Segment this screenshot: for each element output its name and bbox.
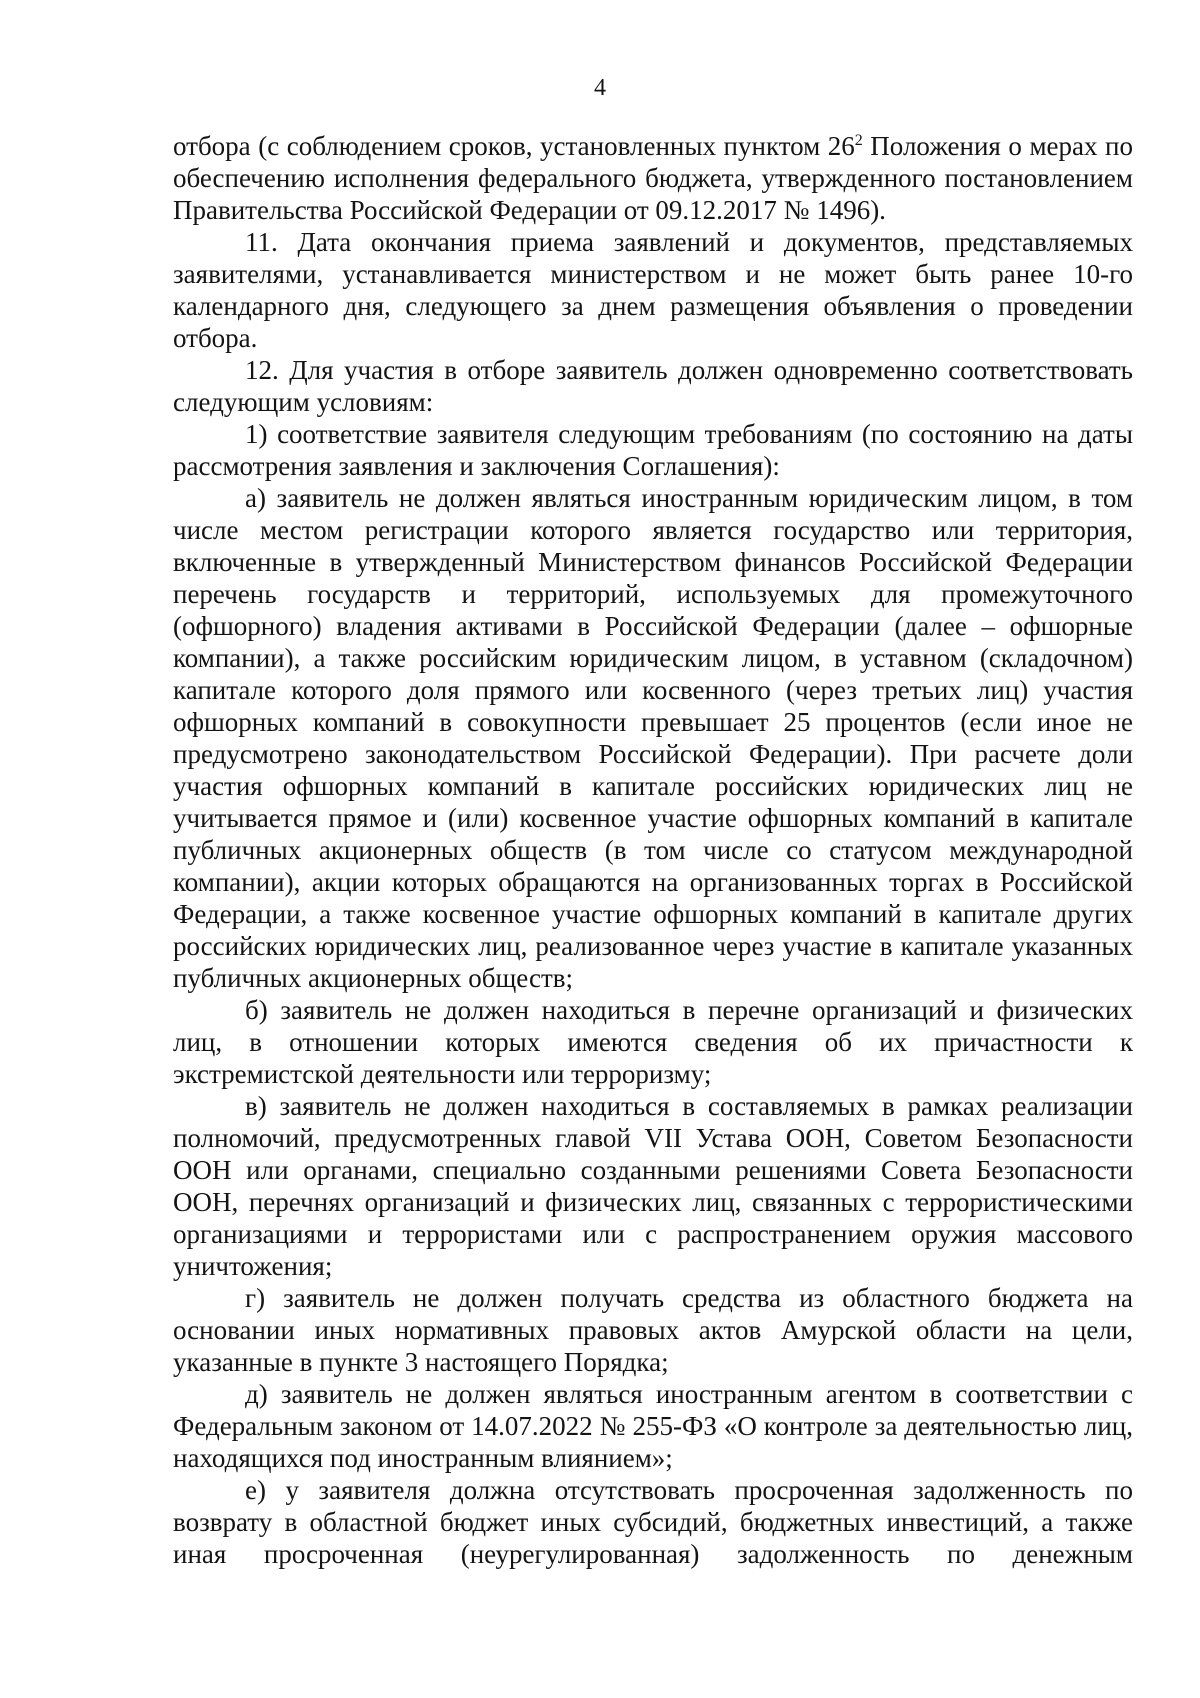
paragraph-text-part: отбора (с соблюдением сроков, установленных пунктом 26 [173, 131, 855, 161]
paragraph-item-11: 11. Дата окончания приема заявлений и документов, представляемых заявителями, устанавливается министерством и не может быть ранее 10-го календарного дня, следующего за днем размещения объявления о проведении отбора. [173, 227, 1133, 353]
paragraph-subitem-a: а) заявитель не должен являться иностранным юридическим лицом, в том числе местом регистрации которого является государство или территория, включенные в утвержденный Министерством финансов Российской Федерации перечень государств и территорий, используемых для промежуточного (офшорного) владения активами в Российской Федерации (далее – офшорные компании), а также российским юридическим лицом, в уставном (складочном) капитале которого доля прямого или косвенного (через третьих лиц) участия офшорных компаний в совокупности превышает 25 процентов (если иное не предусмотрено законодательством Российской Федерации). При расчете доли участия офшорных компаний в капитале российских юридических лиц не учитывается прямое и (или) косвенное участие офшорных компаний в капитале публичных акционерных обществ (в том числе со статусом международной компании), акции которых обращаются на организованных торгах в Российской Федерации, а также косвенное участие офшорных компаний в капитале других российских юридических лиц, реализованное через участие в капитале указанных публичных акционерных обществ; [173, 483, 1133, 993]
paragraph-subitem-b: б) заявитель не должен находиться в перечне организаций и физических лиц, в отношении которых имеются сведения об их причастности к экстремистской деятельности или терроризму; [173, 995, 1133, 1089]
paragraph-subitem-1: 1) соответствие заявителя следующим требованиям (по состоянию на даты рассмотрения заявления и заключения Соглашения): [173, 419, 1133, 481]
paragraph-subitem-e: е) у заявителя должна отсутствовать просроченная задолженность по возврату в областной бюджет иных субсидий, бюджетных инвестиций, а также иная просроченная (неурегулированная) задолженность по денежным [173, 1475, 1133, 1569]
paragraph-continuation [173, 130, 1133, 226]
paragraph-text-part: Положения о мерах по обеспечению исполнения федерального бюджета, утвержденного постановлением Правительства Российской Федерации от 09.12.2017 № 1496). [173, 131, 1133, 225]
paragraph-subitem-g: г) заявитель не должен получать средства из областного бюджета на основании иных нормативных правовых актов Амурской области на цели, указанные в пункте 3 настоящего Порядка; [173, 1283, 1133, 1377]
paragraph-item-12: 12. Для участия в отборе заявитель должен одновременно соответствовать следующим условиям: [173, 355, 1133, 417]
superscript-index: 2 [854, 132, 863, 149]
paragraph-subitem-v: в) заявитель не должен находиться в составляемых в рамках реализации полномочий, предусмотренных главой VII Устава ООН, Советом Безопасности ООН или органами, специально созданными решениями Совета Безопасности ООН, перечнях организаций и физических лиц, связанных с террористическими организациями и террористами или с распространением оружия массового уничтожения; [173, 1091, 1133, 1281]
document-body [173, 130, 1133, 1570]
paragraph-subitem-d: д) заявитель не должен являться иностранным агентом в соответствии с Федеральным законом от 14.07.2022 № 255-ФЗ «О контроле за деятельностью лиц, находящихся под иностранным влиянием»; [173, 1379, 1133, 1473]
page-number: 4 [594, 75, 606, 101]
